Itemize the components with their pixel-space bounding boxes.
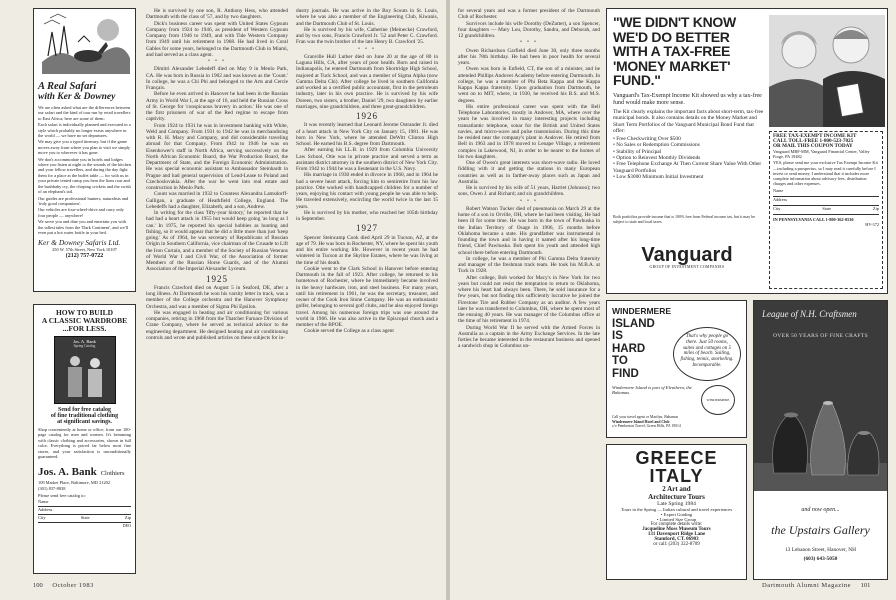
craftsmen-gallery: the Upstairs Gallery <box>771 523 870 537</box>
obit-paragraph: Cookie went to the Clark School in Hanover before entering Dartmouth in the fall of 1923. After college, he returned to his hometown of Rochester, where he immediately became involved in the heavy hardware, iron, and steel business. For many years, until his retirement in 1961, he was the secretary, treasurer, and owner of the Cook Iron Stone Company. He was an enthusiastic golfer, belonging to several golf clubs, and he also enjoyed foreign travel. Among his numerous foreign trips was one around the world in 1966. He was also active in the Episcopal church and a member of the BPOE. <box>296 265 438 328</box>
obit-paragraph: One of Owen's great interests was short-wave radio. He loved fiddling with it and getting the stations in many European countries as well as in farther-away places such as Japan and Australia. <box>458 160 600 185</box>
issue-date: October 1983 <box>52 582 94 589</box>
vanguard-lead: Vanguard's Tax-Exempt Income Kit showed us why a tax-free fund would make more sense. <box>613 93 762 106</box>
tours-street: 131 Davenport Ridge Lane <box>647 532 706 538</box>
windermere-seal <box>701 385 735 415</box>
pottery-image <box>754 363 887 491</box>
bank-form-title: Please send free catalog to: <box>38 493 86 499</box>
obit-paragraph: Granville Hull Luther died on June 20 at the age of 80 in Laguna Hills, CA, after years of poor health. Born and raised in Indianapolis, he entered Dartmouth from Shortridge High School, majored at Tuck School, and was a member of Sigma Alpha (now Gamma Delta Chi). After college he lived in southern California and worked as a certified public accountant, first in the petroleum industry, later in his own practice. He is survived by his wife Doreen, two sisters, a brother, Daniel '29, two daughters by earlier marriages, nine grandchildren, and three great-grandchildren. <box>296 53 438 110</box>
vanguard-headline-4: 'MONEY MARKET' <box>613 57 731 74</box>
safari-bullet: We don't accommodate you in hotels and lodges where you listen at night to the sounds of the kitchen and your fellow travellers, and during the day fight them for a place at the buffet table — for with us in your private tented camp you hear the lions roar and the bushbaby cry, the chirping crickets and the swish of an elephant's tail. <box>38 156 131 195</box>
safari-address: 250 W. 57th Street, New York 10107 <box>52 247 117 253</box>
vanguard-brand-sub: GROUP OF INVESTMENT COMPANIES <box>649 265 725 269</box>
obit-paragraph: Count was married in 1932 to Countess Alexandra Lamsdorff-Galligan, a graduate of Heathfield College, England. The Lebedeffs had a daughter, Elizabeth, and a son, Andrew. <box>146 191 288 210</box>
safari-signature: Ker & Downey Safaris Ltd. <box>38 238 121 248</box>
vanguard-bullet: • Stability of Principal <box>613 148 662 155</box>
tours-bullet: • Limited Size Group <box>656 517 697 523</box>
bank-send-3: at significant savings. <box>57 419 112 425</box>
safari-illustration <box>38 12 132 74</box>
vanguard-brand: Vanguard <box>641 244 733 266</box>
publication-name: Dartmouth Alumni Magazine <box>762 582 852 589</box>
obit-paragraph: Spencer Steincamp Cook died April 29 in Tucson, AZ, at the age of 79. He was born in Rochester, NY, where he spent his youth and his entire working life. However in recent years he had wintered in Tucson at the Skyline Estates, where he was living at the time of his death. <box>296 234 438 266</box>
obit-paragraph: He is survived by one son, R. Anthony Hess, who attended Dartmouth with the class of '57, and by two daughters. <box>146 8 288 21</box>
greece-title: GREECE <box>635 448 718 468</box>
right-page <box>450 0 896 600</box>
class-year-heading: 1925 <box>206 273 228 284</box>
tours-details: For complete details write: <box>650 522 703 528</box>
craftsmen-now-open: and now open... <box>801 507 840 513</box>
obit-paragraph: He is survived by his mother, who reached her 105th birthday in September. <box>296 209 438 222</box>
catalog-cover-image <box>54 336 116 404</box>
windermere-tagline: Windermere Island is part of Eleuthera, the Bahamas. <box>612 385 692 396</box>
vanguard-ad[interactable] <box>606 8 888 294</box>
couple-photo <box>769 15 885 127</box>
jos-a-bank-ad[interactable] <box>33 304 136 574</box>
left-folio <box>33 582 94 589</box>
coupon-field-name[interactable]: Name <box>773 188 879 197</box>
tours-desc: Tours in the Spring — Italian cultural and travel experiences <box>620 507 733 512</box>
vanguard-bullet: • No Sales or Redemption Commissions <box>613 142 700 149</box>
obit-paragraph: He is survived by his wife of 51 years, Harriet (Johnson); two sons, Owen J. and Richard; and six grandchildren. <box>458 185 600 198</box>
speech-balloon <box>673 327 741 381</box>
class-year-heading: 1927 <box>356 223 378 234</box>
tours-phone: or call: (203) 322-8709 <box>653 542 700 548</box>
bank-field-name[interactable] <box>38 499 131 507</box>
obit-paragraph: Dimitri Alexander Lebedeff died on May 9 in Menlo Park, CA. He was born in Russia in 1902 and was known as the 'Count.' In college, he was a Chi Phi and belonged to the Arts and Cercle Français. <box>146 66 288 91</box>
bank-address: 109 Market Place, Baltimore, MD 21202 <box>38 480 111 486</box>
bank-field-label: Zip <box>124 514 131 520</box>
windermere-footer <box>612 415 742 429</box>
obit-paragraph: Dick's business career was spent with United States Gypsum Company from 1924 to 1946, as president of Western Gypsum Company from 1946 to 1949, and with Tide Western Company from 1949 until his retirement in 1968. He had lived in Coral Gables for some years, belonged to the Dartmouth Club in Miami, and had served as a class agent. <box>146 20 288 58</box>
section-separator: • • • <box>358 46 376 52</box>
bank-headline-3: ...FOR LESS. <box>62 324 107 333</box>
safari-bullet: We serve you and dine you and entertain you with the tallest tales from the 'Dark Continent', and we'll even put a hot water bottle in your bed. <box>38 219 129 235</box>
obit-paragraph: He is survived by his wife, Catherine (Meinecke) Crawford, and by two sons, Francis Crawford Jr. '52 and Peter C. Crawford. Fran was the twin brother of the late Henry B. Crawford '25. <box>296 26 438 46</box>
windermere-hotel: Windermere Island Hotel and Club <box>612 419 670 424</box>
windermere-booking: Call your travel agent or Marilyn, Bahamas <box>612 415 679 419</box>
page-number: 101 <box>860 582 871 589</box>
vanguard-bullet: • Low $3000 Minimum Initial Investment <box>613 173 704 180</box>
safari-intro: We are often asked what are the differences between our safari and the kind of tour run by retail travellers to East Africa; here are some of them: <box>38 105 131 121</box>
nh-craftsmen-ad[interactable] <box>753 300 888 580</box>
vanguard-bullet: • Free Checkwriting Over $500 <box>613 136 681 143</box>
obit-paragraph: After earning his LL.B. in 1929 from Columbia University Law School, Otie was in private practice and served a term as assistant district attorney in the southern district of New York City. From 1942 to 1944 he was a lieutenant in the U.S. Navy. <box>296 147 438 172</box>
obit-paragraph: Francis Crawford died on August 5 in Seaford, DE, after a long illness. At Dartmouth he won his varsity letter in track, was a member of the College orchestra and the Hanover Symphony Orchestra, and was a member of Sigma Phi Epsilon. <box>146 284 288 310</box>
bank-send-1: Send for free catalog <box>58 407 111 413</box>
obit-paragraph: Survivors include his wife Dorothy (DeZutter), a son Spencer, four daughters — Mary Lou, Dorothy, Sandra, and Deborah, and 12 grandchildren. <box>458 20 600 39</box>
bank-field-label: Name <box>38 498 49 504</box>
windermere-address: c/o Pemberton Travel, Green Hills, PA 19014 <box>612 424 681 429</box>
vanguard-bullet: • Option to Reinvest Monthly Dividends <box>613 155 701 162</box>
italy-title: ITALY <box>649 466 704 486</box>
windermere-line: FIND <box>612 367 639 380</box>
safari-phone: (212) 757-0722 <box>65 252 104 259</box>
vanguard-headline-1: "WE DIDN'T KNOW <box>613 14 736 30</box>
obituary-column-right <box>458 8 600 580</box>
vanguard-bullet: • Free Telephone Exchange At Then Current Share Value With Other Vanguard Portfolios <box>613 161 762 174</box>
craftsmen-dark-panel <box>754 301 887 491</box>
bank-field-label: Address <box>38 506 53 512</box>
bank-code: DEO <box>122 522 131 528</box>
obit-paragraph: Owen Richardson Garfield died June 30, only three months after his 78th birthday. He had been in poor health for several years. <box>458 47 600 66</box>
vanguard-copy <box>613 93 765 180</box>
windermere-line: TO <box>612 355 628 367</box>
vanguard-logo <box>627 245 747 269</box>
craftsmen-tagline: OVER 50 YEARS OF FINE CRAFTS <box>772 333 869 339</box>
obit-paragraph: His marriage in 1930 ended in divorce in 1960, and in 1964 he had a severe heart attack, forcing him to semiretire from his law practice. Otie worked with handicapped children for a number of years, enjoying his contact with young people he was able to help. He traveled extensively, encircling the world twice in the last 15 years. <box>296 172 438 210</box>
tours-org: Jacqueline Moss Museum Tours <box>642 527 711 533</box>
safari-bullet: Our vehicles are four-wheel-drive and carry only four people — anywhere! <box>38 207 124 218</box>
coupon-pa-phone: IN PENNSYLVANIA CALL 1-800-362-0530 <box>773 216 854 222</box>
tours-season: Late Spring 1984 <box>657 501 696 507</box>
bank-headline-2: A CLASSIC WARDROBE <box>41 316 128 325</box>
section-separator: • • • <box>208 59 226 64</box>
bank-field-label: City <box>38 514 46 520</box>
coupon-code: HV-372 <box>865 222 879 228</box>
vanguard-headline-3: WITH A TAX-FREE <box>613 43 731 59</box>
obit-paragraph: dustry journals. He was active in the Boy Scouts in St. Louis, where he was also a member of the Engineering Club, Kiwanis, and the Dartmouth Club of St. Louis. <box>296 8 438 27</box>
bank-send-2: of fine traditional clothing <box>50 413 119 419</box>
coupon-mail: OR MAIL THIS COUPON TODAY <box>773 143 853 150</box>
windermere-line: HARD <box>612 342 646 355</box>
vanguard-headline-5: FUND." <box>613 72 661 88</box>
craftsmen-signature: League of N.H. Craftsmen <box>762 309 857 319</box>
obit-paragraph: Before he even arrived in Hanover he had been in the Russian Army in World War I, at the age of 16, and held the Russian Cross of St. George for 'conspicuous bravery in action.' He was one of the first prisoners of war of the Red regime to escape from captivity. <box>146 91 288 123</box>
obit-paragraph: Cookie served the College as a class agent <box>304 328 394 335</box>
tours-sub-1: 2 Art and <box>662 485 691 493</box>
obituary-column-3 <box>296 8 438 580</box>
bank-field-city-state-zip[interactable] <box>38 515 131 523</box>
craftsmen-address: 13 Lebanon Street, Hanover, NH <box>784 547 857 553</box>
obit-paragraph: After college, Bob worked for Macy's in New York for two years but could not resist the temptation to return to Oklahoma, where his heart had always been. There, he sold insurance for a few years, but not finding this sufficiently lucrative he joined the Firestone Tire and Rubber Company as an auditor. A few years later he was transferred to Columbus, OH, where he spent most of the ensuing 40 years. He was manager of the Columbus office at the time of his retirement in 1974. <box>458 274 600 325</box>
windermere-line: WINDERMERE <box>612 306 672 316</box>
obit-paragraph: During World War II he served with the Armed Forces in Australia as a captain in the Army Exchange Services. In the late forties he became interested in the restaurant business and opened a sandwich shop in Columbus un- <box>458 324 600 350</box>
obituary-column-2 <box>146 8 288 580</box>
bank-field-address[interactable] <box>38 507 131 515</box>
obit-paragraph: Owen was born in Enfield, CT, the son of a minister, and he attended Phillips Andover Academy before entering Dartmouth. In college, he was a member of Phi Beta Kappa and the Kappa Kappa Kappa fraternity. Upon graduation from Dartmouth, he went on to MIT, where, in 1930, he received his B.S. and M.S. degrees. <box>458 66 600 104</box>
safari-headline-2: with Ker & Downey <box>38 92 116 102</box>
bank-phone: (301) 837-8838 <box>38 485 66 491</box>
coupon-address: Vanguard MBF-MM, Vanguard Financial Center, Valley Forge, PA 19482 <box>773 149 870 160</box>
vanguard-headline <box>613 15 769 88</box>
coupon-title: FREE TAX-EXEMPT INCOME KIT <box>773 133 857 139</box>
coupon-call: CALL TOLL-FREE 1-800-523-7025 <box>773 138 854 145</box>
coupon-body: YES, please send me your exclusive Tax Exempt Income Kit—including a prospectus, so I may read it carefully before I invest or send money. I understand that it includes more complete information about advisory fees, distribution charges and other expenses. <box>773 160 878 186</box>
section-separator: • • • <box>520 198 538 204</box>
greece-italy-ad[interactable] <box>606 444 747 580</box>
bank-brand: Jos. A. Bank <box>38 466 97 479</box>
catalog-sub: Spring Catalog <box>73 344 96 348</box>
coupon-field-city-state-zip[interactable]: City State Zip <box>773 206 879 215</box>
windermere-headline <box>612 305 674 380</box>
vanguard-headline-2: WE'D DO BETTER <box>613 28 730 45</box>
right-folio <box>762 582 870 589</box>
obit-paragraph: In college, he was a member of Phi Gamma Delta fraternity and manager of the freshman track team. He took his M.B.A. at Tuck in 1928. <box>458 255 600 275</box>
left-page <box>0 0 446 600</box>
tours-city: Stamford, CT. 06903 <box>654 537 699 543</box>
windermere-ad[interactable] <box>606 300 747 438</box>
windermere-line: ISLAND <box>612 317 655 330</box>
safari-bullet: We may give you a typed itinerary, but if the game moves away from where you plan to visit we simply move you to wherever it has gone. <box>38 139 131 156</box>
vanguard-coupon[interactable] <box>769 131 883 289</box>
tours-sub-2: Architecture Tours <box>648 493 705 501</box>
windermere-line: IS <box>612 330 623 342</box>
balloon-text: That's why people go there. Just 50 rooms, suites and cottages on 5 miles of beach. Sailing, fishing, tennis, snorkeling. Incomparable. <box>680 334 734 368</box>
craftsmen-phone: (603) 643-5050 <box>803 556 838 562</box>
bank-headline-1: HOW TO BUILD <box>55 308 114 317</box>
obit-paragraph: His entire professional career was spent with the Bell Telephone Laboratories, mostly in Andover, MA, where over the years he was involved in many interesting projects including transatlantic telephone, sonar for the British and United States navies, and micro-wave and pulse transmission. During this time he resided near the company's plant in Andover. He retired from Bell in 1963 and in 1978 moved to Lenape Village, a retirement complex in Lakewood, NJ, in order to be nearer to the homes of his two daughters. <box>458 103 600 160</box>
bank-brand-row <box>38 462 131 480</box>
bank-field-label: State <box>80 514 90 520</box>
obit-paragraph: for several years and was a former president of the Dartmouth Club of Rochester. <box>458 8 600 21</box>
tours-bullet: • Expert Guiding <box>660 512 693 518</box>
obit-paragraph: In writing for the class 'fifty-year history,' he reported that he had had a heart attack in 1955 but would keep going 'as long as I can.' In 1975, he reported his special hobbies as hunting and fishing, so it would appear that he did a little more than just 'keep going.' As of 1964, he was secretary of Republicans of Russian Origin in Southern California, vice chairman of the Crusade to Lift the Iron Curtain, and a member of the Society of Russian Veterans of World War I and Civil War, of the Association of former Members of the Russian Horse Guards, and of the Alumni Association of the Imperial Alexander Lyceum. <box>146 210 288 273</box>
section-separator: • • • <box>520 40 538 46</box>
bank-body: Shop conveniently at home or office, from our 100-page catalog for men and women. It's brimming with classic clothing and accessories, shown in full color. Everything is priced far below most fine stores, and your satisfaction is unconditionally guaranteed. <box>38 427 131 460</box>
safari-ad[interactable] <box>33 8 136 292</box>
obit-paragraph: He was engaged in heating and air conditioning for various companies, retiring in 1968 from the Thatcher Furnace Division of Crane Company, where he served as technical advisor to the engineering department. He designed heating and air conditioning controls and wrote and published articles on these subjects for in- <box>146 309 288 341</box>
vanguard-body: The Kit clearly explains the important facts about short-term, tax-free municipal bonds. It also contains details on the Money Market and Short Term Portfolios of the Vanguard Municipal Bond Fund that offer: <box>613 109 764 134</box>
safari-bullet: Each safari is individually planned and executed in a style which probably no longer exists anywhere in the world — we have no set departures. <box>38 122 131 139</box>
safari-headline-1: A Real Safari <box>38 81 97 92</box>
coupon-field-address[interactable]: Address <box>773 197 879 206</box>
obit-paragraph: From 1924 to 1931 he was in investment banking with White, Weld and Company. From 1931 to 1942 he was in merchandising with R. H. Macy and Company, and did considerable traveling abroad for that Company. From 1942 to 1946 he was on Eisenhower's staff in North Africa, serving successively on the North African Economic Board, the War Production Board, the Department of State, and the Foreign Economic Administration. He was special economic assistant to Ambassador Steinhardt in Prague and had general supervision of Lend-Lease to Poland and Czechoslovakia. After the war he went into real estate and construction in Menlo Park. <box>146 122 288 191</box>
class-year-heading: 1926 <box>356 111 378 121</box>
vanguard-fine-print: Both portfolios provide income that is 100% free from Federal income tax, but it may be subject to state and local taxes. <box>613 214 755 224</box>
obit-paragraph: It was recently learned that Leonard Jerome Ostrander Jr. died of a heart attack in New York City on January 15, 1981. He was born in New York, where he attended DeWitt Clinton High School. He earned his B.S. degree from Dartmouth. <box>296 122 438 147</box>
catalog-models-image <box>57 351 113 401</box>
bank-brand-suffix: Clothiers <box>100 470 125 478</box>
page-number: 100 <box>33 582 43 589</box>
catalog-brand: Jos. A. Bank <box>73 339 96 344</box>
obit-paragraph: Robert Watson Tucker died of pneumonia on March 29 at the home of a son in Orville, OH, where he had been visiting. He had been ill for some time. He was born in the town of Pawhuska in the Indian Territory of Osage in 1906, 15 months before Oklahoma became a state. His grandfather was instrumental in founding the town and in having it named after his long-time friend, Chief Pawhuska. Bob spent his youth and attended high school there before entering Dartmouth. <box>458 205 600 256</box>
seal-text: WINDERMERE <box>706 398 730 402</box>
safari-bullet: Our guides are professional hunters, naturalists and 'truly good companions'. <box>38 195 129 206</box>
